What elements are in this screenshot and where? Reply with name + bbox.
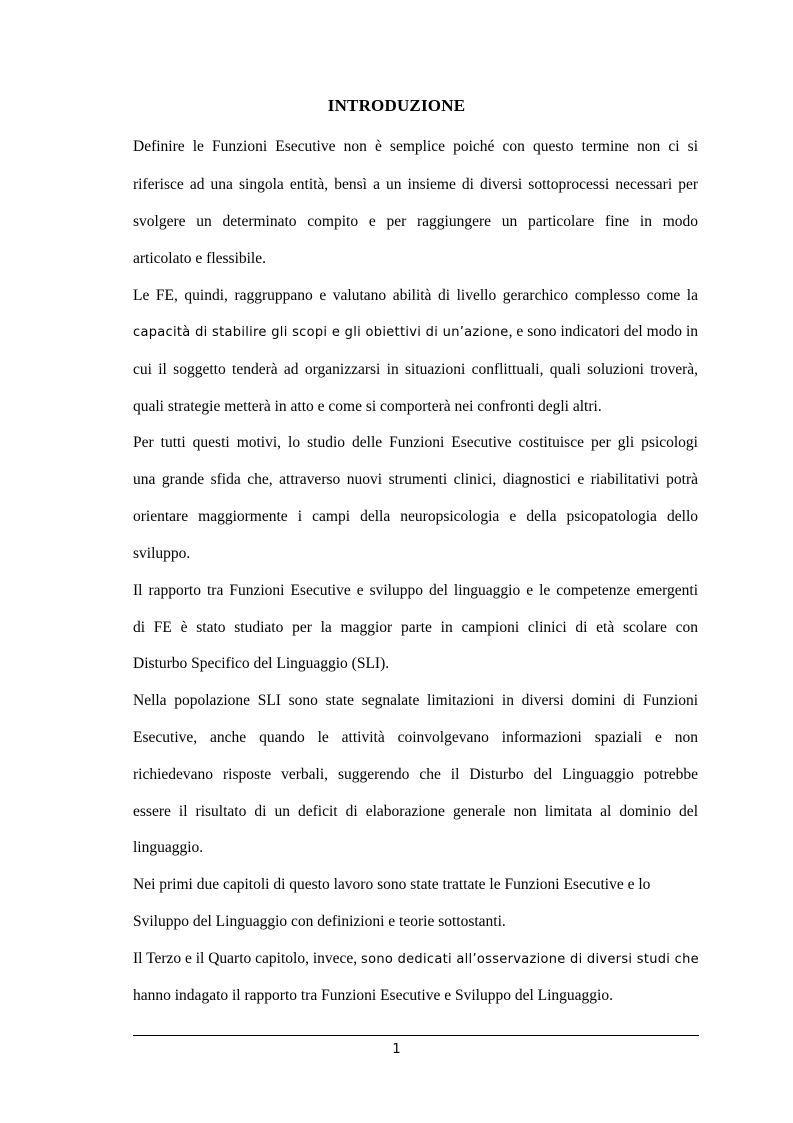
body-line-15 [133, 654, 698, 674]
body-line-4 [133, 249, 698, 269]
body-line-8 [133, 397, 698, 417]
body-text: articolato e flessibile. [133, 250, 266, 267]
body-line-20 [133, 838, 698, 858]
body-text-alt-font: sono dedicati all’osservazione di diversi studi che [361, 952, 699, 967]
body-text: cui il soggetto tenderà ad organizzarsi in situazioni conflittuali, quali soluzioni troverà, [133, 361, 698, 378]
body-line-5 [133, 286, 698, 306]
body-text: riferisce ad una singola entità, bensì a un insieme di diversi sottoprocessi necessari per [133, 176, 698, 193]
body-line-9 [133, 433, 698, 453]
body-line-1 [133, 137, 698, 157]
body-line-21 [133, 875, 698, 895]
body-text: Definire le Funzioni Esecutive non è semplice poiché con questo termine non ci si [133, 138, 698, 155]
page-title: INTRODUZIONE [327, 96, 466, 115]
body-text: una grande sfida che, attraverso nuovi strumenti clinici, diagnostici e riabilitativi potrà [133, 471, 698, 488]
body-text: Sviluppo del Linguaggio con definizioni e teorie sottostanti. [133, 913, 506, 930]
body-line-10 [133, 470, 698, 490]
body-text: hanno indagato il rapporto tra Funzioni Esecutive e Sviluppo del Linguaggio. [133, 987, 613, 1004]
body-text: essere il risultato di un deficit di elaborazione generale non limitata al dominio del [133, 803, 698, 820]
body-line-18 [133, 765, 698, 785]
body-text: Nei primi due capitoli di questo lavoro sono state trattate le Funzioni Esecutive e lo [133, 876, 651, 893]
body-text: Il Terzo e il Quarto capitolo, invece, [133, 950, 362, 967]
body-text: Esecutive, anche quando le attività coinvolgevano informazioni spaziali e non [133, 729, 698, 746]
body-line-16 [133, 691, 698, 711]
body-line-17 [133, 728, 698, 748]
body-text: di FE è stato studiato per la maggior parte in campioni clinici di età scolare con [133, 619, 698, 636]
footer-divider [133, 1035, 699, 1036]
body-line-6 [133, 322, 698, 343]
body-text: svolgere un determinato compito e per raggiungere un particolare fine in modo [133, 213, 698, 230]
body-text: Nella popolazione SLI sono state segnalate limitazioni in diversi domini di Funzioni [133, 692, 698, 709]
body-text: linguaggio. [133, 839, 204, 856]
body-text: Il rapporto tra Funzioni Esecutive e sviluppo del linguaggio e le competenze emergenti [133, 582, 698, 599]
body-text: Le FE, quindi, raggruppano e valutano abilità di livello gerarchico complesso come la [133, 287, 698, 304]
body-line-14 [133, 618, 698, 638]
body-text: Per tutti questi motivi, lo studio delle Funzioni Esecutive costituisce per gli psicologi [133, 434, 698, 451]
body-line-23 [133, 949, 698, 970]
body-line-2 [133, 175, 698, 195]
body-text: , e sono indicatori del modo in [508, 323, 699, 340]
body-line-3 [133, 212, 698, 232]
body-text: quali strategie metterà in atto e come si comporterà nei confronti degli altri. [133, 398, 602, 415]
body-line-12 [133, 544, 698, 564]
body-line-19 [133, 802, 698, 822]
body-line-11 [133, 507, 698, 527]
body-line-24 [133, 986, 698, 1006]
body-text: orientare maggiormente i campi della neuropsicologia e della psicopatologia dello [133, 508, 698, 525]
body-text-alt-font: capacità di stabilire gli scopi e gli obiettivi di un’azione [133, 325, 509, 340]
body-line-22 [133, 912, 698, 932]
body-text: Disturbo Specifico del Linguaggio (SLI). [133, 655, 390, 672]
body-text: sviluppo. [133, 545, 191, 562]
page-number: 1 [392, 1042, 401, 1057]
body-text: richiedevano risposte verbali, suggerendo che il Disturbo del Linguaggio potrebbe [133, 766, 698, 783]
body-line-13 [133, 581, 698, 601]
body-line-7 [133, 360, 698, 380]
